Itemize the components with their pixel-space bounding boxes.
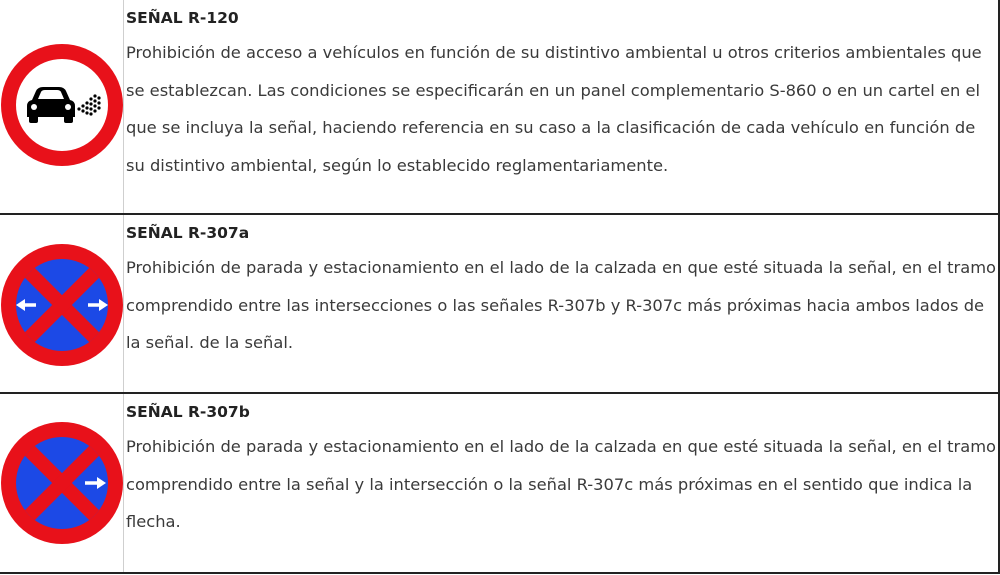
- no-polluting-vehicles-sign-icon: [0, 43, 124, 167]
- no-stopping-right-direction-sign-icon: [0, 421, 124, 545]
- sign-row-r120: [0, 0, 998, 215]
- sign-icon-cell: [0, 215, 124, 392]
- sign-row-r307a: [0, 215, 998, 394]
- sign-description: Prohibición de parada y estacionamiento en el lado de la calzada en que esté situada la señal, en el tramo comprendido entre la señal y la intersección o la señal R-307c más próximas en el sentido que indica la flecha.: [126, 437, 997, 531]
- sign-text-cell: [124, 0, 998, 213]
- sign-title: SEÑAL R-307a: [126, 224, 250, 242]
- sign-description: Prohibición de parada y estacionamiento en el lado de la calzada en que esté situada la señal, en el tramo comprendido entre las intersecciones o las señales R-307b y R-307c más próximas hacia ambos lados de la señal. de la señal.: [126, 258, 997, 352]
- sign-title: SEÑAL R-307b: [126, 403, 250, 421]
- sign-title: SEÑAL R-120: [126, 9, 239, 27]
- no-stopping-both-directions-sign-icon: [0, 243, 124, 367]
- sign-icon-cell: [0, 0, 124, 213]
- sign-text-cell: [124, 394, 998, 572]
- sign-text-cell: [124, 215, 998, 392]
- sign-row-r307b: [0, 394, 998, 574]
- sign-icon-cell: [0, 394, 124, 572]
- sign-description: Prohibición de acceso a vehículos en función de su distintivo ambiental u otros criterios ambientales que se establezcan. Las condiciones se especificarán en un panel complementario S-860 o en un cartel en el que se incluya la señal, haciendo referencia en su caso a la clasificación de cada vehículo en función de su distintivo ambiental, según lo establecido reglamentariamente.: [126, 43, 982, 175]
